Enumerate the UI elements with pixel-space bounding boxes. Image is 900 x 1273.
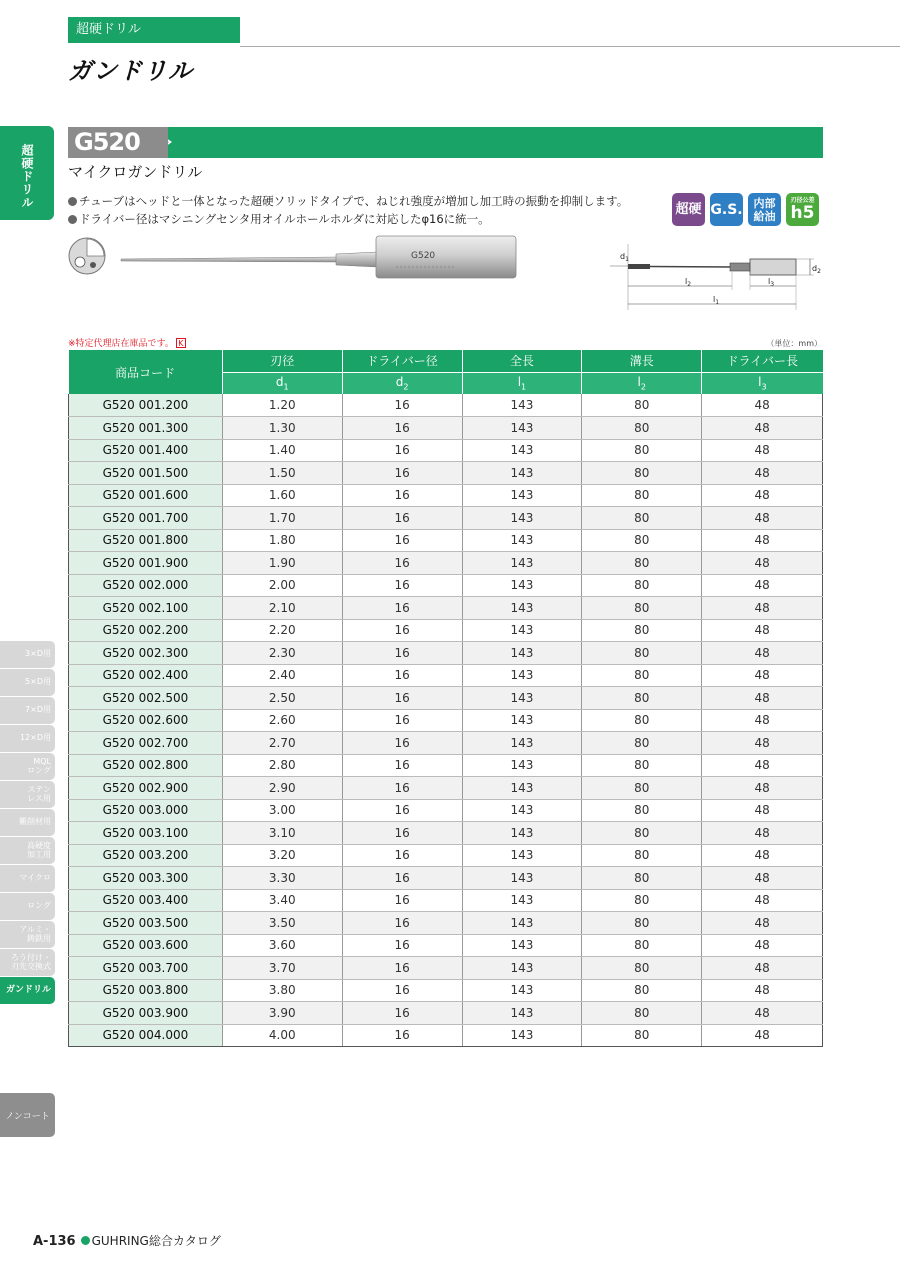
table-cell: 80 bbox=[582, 754, 702, 777]
table-cell: 143 bbox=[462, 1002, 582, 1025]
table-cell: 80 bbox=[582, 507, 702, 530]
side-nav-item[interactable]: 3×D用 bbox=[0, 641, 55, 668]
table-cell: 1.20 bbox=[222, 394, 342, 417]
badge-row bbox=[672, 193, 819, 226]
table-cell: 143 bbox=[462, 619, 582, 642]
product-code-cell: G520 003.500 bbox=[69, 912, 223, 935]
table-cell: 1.50 bbox=[222, 462, 342, 485]
side-nav-item[interactable]: 12×D用 bbox=[0, 725, 55, 752]
table-cell: 1.70 bbox=[222, 507, 342, 530]
table-cell: 143 bbox=[462, 597, 582, 620]
table-cell: 80 bbox=[582, 732, 702, 755]
table-cell: 48 bbox=[702, 732, 823, 755]
table-cell: 143 bbox=[462, 417, 582, 440]
table-cell: 48 bbox=[702, 417, 823, 440]
product-code-cell: G520 003.600 bbox=[69, 934, 223, 957]
product-code-cell: G520 002.500 bbox=[69, 687, 223, 710]
footer-dot-icon bbox=[81, 1236, 90, 1245]
table-cell: 2.40 bbox=[222, 664, 342, 687]
table-cell: 143 bbox=[462, 507, 582, 530]
symbol-letter: l bbox=[637, 375, 641, 390]
table-cell: 48 bbox=[702, 394, 823, 417]
product-code-cell: G520 001.500 bbox=[69, 462, 223, 485]
column-header: 刃径 bbox=[222, 350, 342, 372]
model-header-bar bbox=[68, 127, 823, 158]
product-code-cell: G520 003.900 bbox=[69, 1002, 223, 1025]
cross-section-icon bbox=[69, 238, 105, 274]
table-cell: 3.40 bbox=[222, 889, 342, 912]
table-cell: 16 bbox=[342, 417, 462, 440]
product-code-cell: G520 002.900 bbox=[69, 777, 223, 800]
column-header: ドライバー長 bbox=[702, 350, 823, 372]
product-code-cell: G520 001.300 bbox=[69, 417, 223, 440]
table-cell: 143 bbox=[462, 934, 582, 957]
table-cell: 80 bbox=[582, 957, 702, 980]
bullet-icon bbox=[68, 197, 77, 206]
table-row bbox=[69, 484, 823, 507]
table-cell: 16 bbox=[342, 552, 462, 575]
product-code-cell: G520 002.700 bbox=[69, 732, 223, 755]
table-cell: 143 bbox=[462, 822, 582, 845]
table-cell: 16 bbox=[342, 507, 462, 530]
side-tab-label: 超硬ドリル bbox=[20, 144, 34, 209]
table-cell: 2.70 bbox=[222, 732, 342, 755]
table-cell: 143 bbox=[462, 732, 582, 755]
table-cell: 16 bbox=[342, 394, 462, 417]
drill-tube-line bbox=[650, 267, 732, 268]
table-cell: 3.10 bbox=[222, 822, 342, 845]
table-cell: 80 bbox=[582, 552, 702, 575]
model-code: G520 bbox=[68, 127, 168, 158]
table-cell: 80 bbox=[582, 484, 702, 507]
table-cell: 16 bbox=[342, 934, 462, 957]
table-cell: 143 bbox=[462, 1024, 582, 1047]
table-cell: 48 bbox=[702, 529, 823, 552]
table-cell: 143 bbox=[462, 664, 582, 687]
table-row bbox=[69, 777, 823, 800]
column-symbol bbox=[582, 372, 702, 394]
product-code-cell: G520 002.400 bbox=[69, 664, 223, 687]
feature-text: ドライバー径はマシニングセンタ用オイルホールホルダに対応したφ16に統一。 bbox=[79, 212, 490, 226]
table-cell: 80 bbox=[582, 867, 702, 890]
table-cell: 3.90 bbox=[222, 1002, 342, 1025]
table-cell: 2.60 bbox=[222, 709, 342, 732]
table-row bbox=[69, 822, 823, 845]
table-cell: 1.80 bbox=[222, 529, 342, 552]
spec-table bbox=[68, 350, 823, 1047]
table-cell: 3.00 bbox=[222, 799, 342, 822]
table-cell: 16 bbox=[342, 732, 462, 755]
side-nav-item[interactable]: 7×D用 bbox=[0, 697, 55, 724]
table-row bbox=[69, 642, 823, 665]
table-row bbox=[69, 732, 823, 755]
gs-coating-badge: G.S. bbox=[710, 193, 743, 226]
table-cell: 16 bbox=[342, 597, 462, 620]
side-nav-item[interactable]: マイクロ bbox=[0, 865, 55, 892]
table-cell: 48 bbox=[702, 1024, 823, 1047]
table-row bbox=[69, 552, 823, 575]
product-code-cell: G520 002.100 bbox=[69, 597, 223, 620]
table-cell: 143 bbox=[462, 687, 582, 710]
table-cell: 80 bbox=[582, 1024, 702, 1047]
side-tab-noncoat[interactable]: ノンコート bbox=[0, 1093, 55, 1137]
drill-collar bbox=[336, 252, 378, 267]
side-nav-item[interactable]: MQL ロング bbox=[0, 753, 55, 780]
badge-value: h5 bbox=[790, 202, 815, 223]
catalog-name: GUHRING総合カタログ bbox=[91, 1234, 221, 1248]
table-row bbox=[69, 462, 823, 485]
table-row bbox=[69, 979, 823, 1002]
page-title: ガンドリル bbox=[68, 57, 193, 85]
symbol-subscript: 3 bbox=[761, 382, 767, 392]
table-cell: 16 bbox=[342, 529, 462, 552]
table-row bbox=[69, 417, 823, 440]
side-nav-item[interactable]: 高硬度 加工用 bbox=[0, 837, 55, 864]
table-row bbox=[69, 687, 823, 710]
model-subtitle: マイクロガンドリル bbox=[68, 163, 203, 181]
product-code-cell: G520 003.700 bbox=[69, 957, 223, 980]
table-cell: 16 bbox=[342, 822, 462, 845]
table-cell: 48 bbox=[702, 754, 823, 777]
table-row bbox=[69, 394, 823, 417]
table-cell: 2.90 bbox=[222, 777, 342, 800]
product-code-cell: G520 004.000 bbox=[69, 1024, 223, 1047]
stock-note bbox=[68, 336, 186, 349]
table-cell: 48 bbox=[702, 597, 823, 620]
product-code-cell: G520 001.700 bbox=[69, 507, 223, 530]
side-nav-item[interactable]: ガンドリル bbox=[0, 977, 55, 1004]
table-cell: 143 bbox=[462, 754, 582, 777]
table-cell: 16 bbox=[342, 777, 462, 800]
table-cell: 16 bbox=[342, 439, 462, 462]
table-cell: 48 bbox=[702, 777, 823, 800]
column-header-code: 商品コード bbox=[69, 350, 223, 394]
table-row bbox=[69, 439, 823, 462]
table-cell: 1.40 bbox=[222, 439, 342, 462]
table-row bbox=[69, 867, 823, 890]
side-nav-item[interactable]: 5×D用 bbox=[0, 669, 55, 696]
column-symbol bbox=[342, 372, 462, 394]
table-cell: 48 bbox=[702, 912, 823, 935]
badge-caption: 刃径公差 bbox=[790, 196, 815, 204]
table-cell: 48 bbox=[702, 439, 823, 462]
table-cell: 143 bbox=[462, 912, 582, 935]
table-cell: 80 bbox=[582, 979, 702, 1002]
table-cell: 143 bbox=[462, 529, 582, 552]
table-row bbox=[69, 1002, 823, 1025]
column-header: ドライバー径 bbox=[342, 350, 462, 372]
table-row bbox=[69, 619, 823, 642]
table-cell: 80 bbox=[582, 889, 702, 912]
product-code-cell: G520 001.200 bbox=[69, 394, 223, 417]
symbol-letter: d bbox=[275, 375, 284, 390]
symbol-letter: d bbox=[395, 375, 404, 390]
table-cell: 48 bbox=[702, 687, 823, 710]
side-nav-item[interactable]: ロング bbox=[0, 893, 55, 920]
table-row bbox=[69, 754, 823, 777]
table-cell: 1.30 bbox=[222, 417, 342, 440]
table-cell: 48 bbox=[702, 844, 823, 867]
table-cell: 80 bbox=[582, 664, 702, 687]
table-cell: 48 bbox=[702, 552, 823, 575]
table-cell: 16 bbox=[342, 1024, 462, 1047]
table-cell: 80 bbox=[582, 912, 702, 935]
product-code-cell: G520 001.900 bbox=[69, 552, 223, 575]
feature-text: チューブはヘッドと一体となった超硬ソリッドタイプで、ねじれ強度が増加し加工時の振動を抑制します。 bbox=[79, 194, 629, 208]
table-row bbox=[69, 664, 823, 687]
table-row bbox=[69, 574, 823, 597]
product-code-cell: G520 003.800 bbox=[69, 979, 223, 1002]
drill-shank bbox=[376, 236, 516, 278]
table-cell: 48 bbox=[702, 799, 823, 822]
side-nav-item[interactable]: 難削材用 bbox=[0, 809, 55, 836]
product-code-cell: G520 001.800 bbox=[69, 529, 223, 552]
drill-tube bbox=[121, 257, 341, 262]
table-cell: 143 bbox=[462, 484, 582, 507]
dim-label-d1: $d_1$ bbox=[620, 252, 629, 263]
side-tab-carbide-drill[interactable] bbox=[0, 126, 54, 220]
table-cell: 48 bbox=[702, 574, 823, 597]
table-cell: 16 bbox=[342, 957, 462, 980]
table-cell: 16 bbox=[342, 912, 462, 935]
table-cell: 3.70 bbox=[222, 957, 342, 980]
unit-note: （単位：mm） bbox=[766, 339, 822, 348]
table-cell: 16 bbox=[342, 979, 462, 1002]
table-cell: 80 bbox=[582, 529, 702, 552]
table-cell: 143 bbox=[462, 709, 582, 732]
table-cell: 16 bbox=[342, 687, 462, 710]
table-cell: 48 bbox=[702, 709, 823, 732]
side-nav bbox=[0, 641, 55, 1005]
table-row bbox=[69, 934, 823, 957]
table-cell: 3.60 bbox=[222, 934, 342, 957]
table-cell: 48 bbox=[702, 664, 823, 687]
table-cell: 16 bbox=[342, 844, 462, 867]
table-cell: 80 bbox=[582, 934, 702, 957]
table-cell: 16 bbox=[342, 799, 462, 822]
table-cell: 16 bbox=[342, 1002, 462, 1025]
table-cell: 80 bbox=[582, 642, 702, 665]
table-cell: 80 bbox=[582, 687, 702, 710]
table-cell: 80 bbox=[582, 597, 702, 620]
stock-k-mark: K bbox=[176, 338, 186, 348]
table-cell: 143 bbox=[462, 979, 582, 1002]
table-cell: 16 bbox=[342, 462, 462, 485]
symbol-subscript: 2 bbox=[403, 382, 409, 392]
table-row bbox=[69, 912, 823, 935]
table-cell: 2.00 bbox=[222, 574, 342, 597]
table-cell: 1.90 bbox=[222, 552, 342, 575]
table-cell: 3.30 bbox=[222, 867, 342, 890]
dimension-diagram bbox=[600, 244, 830, 310]
carbide-badge: 超硬 bbox=[672, 193, 705, 226]
table-cell: 143 bbox=[462, 957, 582, 980]
table-cell: 16 bbox=[342, 754, 462, 777]
table-cell: 48 bbox=[702, 957, 823, 980]
table-cell: 48 bbox=[702, 1002, 823, 1025]
table-cell: 1.60 bbox=[222, 484, 342, 507]
column-symbol bbox=[702, 372, 823, 394]
page-footer bbox=[33, 1232, 221, 1249]
side-nav-item[interactable]: ろう付け・ 刃先交換式 bbox=[0, 949, 55, 976]
dim-label-l1: $l_1$ bbox=[713, 295, 720, 306]
table-cell: 48 bbox=[702, 642, 823, 665]
table-cell: 48 bbox=[702, 507, 823, 530]
product-code-cell: G520 002.800 bbox=[69, 754, 223, 777]
column-symbol bbox=[222, 372, 342, 394]
table-cell: 16 bbox=[342, 484, 462, 507]
feature-item bbox=[68, 192, 628, 210]
table-cell: 80 bbox=[582, 777, 702, 800]
shank-outline bbox=[750, 259, 796, 275]
table-cell: 3.80 bbox=[222, 979, 342, 1002]
table-cell: 2.80 bbox=[222, 754, 342, 777]
table-cell: 16 bbox=[342, 619, 462, 642]
table-cell: 2.20 bbox=[222, 619, 342, 642]
product-code-cell: G520 001.600 bbox=[69, 484, 223, 507]
table-cell: 3.20 bbox=[222, 844, 342, 867]
table-cell: 2.50 bbox=[222, 687, 342, 710]
table-cell: 4.00 bbox=[222, 1024, 342, 1047]
table-cell: 143 bbox=[462, 574, 582, 597]
table-cell: 2.30 bbox=[222, 642, 342, 665]
table-row bbox=[69, 597, 823, 620]
table-cell: 143 bbox=[462, 867, 582, 890]
table-cell: 80 bbox=[582, 1002, 702, 1025]
tolerance-badge bbox=[786, 193, 819, 226]
table-cell: 16 bbox=[342, 642, 462, 665]
table-cell: 80 bbox=[582, 619, 702, 642]
table-row bbox=[69, 529, 823, 552]
table-cell: 80 bbox=[582, 709, 702, 732]
side-nav-item[interactable]: ステン レス用 bbox=[0, 781, 55, 808]
table-cell: 80 bbox=[582, 394, 702, 417]
table-cell: 48 bbox=[702, 867, 823, 890]
dim-label-l2: $l_2$ bbox=[685, 277, 692, 288]
table-cell: 80 bbox=[582, 822, 702, 845]
product-code-cell: G520 002.600 bbox=[69, 709, 223, 732]
table-cell: 143 bbox=[462, 889, 582, 912]
side-nav-item[interactable]: アルミ・ 鋳鉄用 bbox=[0, 921, 55, 948]
table-cell: 80 bbox=[582, 439, 702, 462]
table-cell: 48 bbox=[702, 979, 823, 1002]
table-cell: 143 bbox=[462, 799, 582, 822]
dim-label-l3: $l_3$ bbox=[768, 277, 775, 288]
table-cell: 16 bbox=[342, 664, 462, 687]
gundrill-product-image bbox=[66, 222, 526, 282]
table-row bbox=[69, 957, 823, 980]
table-cell: 143 bbox=[462, 552, 582, 575]
table-cell: 48 bbox=[702, 619, 823, 642]
table-row bbox=[69, 507, 823, 530]
table-cell: 80 bbox=[582, 844, 702, 867]
column-header: 全長 bbox=[462, 350, 582, 372]
header-rule bbox=[240, 46, 900, 47]
table-cell: 16 bbox=[342, 709, 462, 732]
table-cell: 48 bbox=[702, 934, 823, 957]
column-header: 溝長 bbox=[582, 350, 702, 372]
table-cell: 3.50 bbox=[222, 912, 342, 935]
table-cell: 48 bbox=[702, 889, 823, 912]
badge-text: 内部 bbox=[753, 196, 776, 210]
table-cell: 80 bbox=[582, 799, 702, 822]
shank-marking: G520 bbox=[411, 251, 436, 261]
table-row bbox=[69, 889, 823, 912]
table-row bbox=[69, 1024, 823, 1047]
table-row bbox=[69, 799, 823, 822]
symbol-subscript: 1 bbox=[521, 382, 527, 392]
product-code-cell: G520 003.100 bbox=[69, 822, 223, 845]
symbol-letter: l bbox=[758, 375, 762, 390]
page-number: A-136 bbox=[33, 1234, 76, 1249]
table-cell: 143 bbox=[462, 777, 582, 800]
table-cell: 143 bbox=[462, 844, 582, 867]
symbol-letter: l bbox=[517, 375, 522, 390]
table-cell: 16 bbox=[342, 574, 462, 597]
product-code-cell: G520 002.300 bbox=[69, 642, 223, 665]
product-code-cell: G520 003.400 bbox=[69, 889, 223, 912]
table-cell: 143 bbox=[462, 439, 582, 462]
product-code-cell: G520 003.300 bbox=[69, 867, 223, 890]
table-cell: 80 bbox=[582, 417, 702, 440]
product-code-cell: G520 002.000 bbox=[69, 574, 223, 597]
product-code-cell: G520 003.200 bbox=[69, 844, 223, 867]
badge-text: 給油 bbox=[753, 209, 776, 223]
stock-note-text: ※特定代理店在庫品です。 bbox=[68, 339, 174, 349]
column-symbol bbox=[462, 372, 582, 394]
table-cell: 80 bbox=[582, 574, 702, 597]
table-header-row bbox=[69, 350, 823, 372]
table-cell: 2.10 bbox=[222, 597, 342, 620]
dim-label-d2: $d_2$ bbox=[812, 264, 821, 275]
table-cell: 143 bbox=[462, 394, 582, 417]
product-code-cell: G520 003.000 bbox=[69, 799, 223, 822]
table-cell: 48 bbox=[702, 462, 823, 485]
table-row bbox=[69, 709, 823, 732]
symbol-subscript: 2 bbox=[640, 382, 646, 392]
table-cell: 143 bbox=[462, 462, 582, 485]
table-cell: 16 bbox=[342, 889, 462, 912]
product-code-cell: G520 001.400 bbox=[69, 439, 223, 462]
table-cell: 143 bbox=[462, 642, 582, 665]
symbol-subscript: 1 bbox=[283, 382, 289, 392]
internal-coolant-badge bbox=[748, 193, 781, 226]
table-cell: 80 bbox=[582, 462, 702, 485]
product-code-cell: G520 002.200 bbox=[69, 619, 223, 642]
table-cell: 48 bbox=[702, 484, 823, 507]
table-row bbox=[69, 844, 823, 867]
table-cell: 16 bbox=[342, 867, 462, 890]
table-cell: 48 bbox=[702, 822, 823, 845]
category-tab[interactable]: 超硬ドリル bbox=[68, 17, 240, 43]
drill-tip bbox=[628, 264, 650, 269]
